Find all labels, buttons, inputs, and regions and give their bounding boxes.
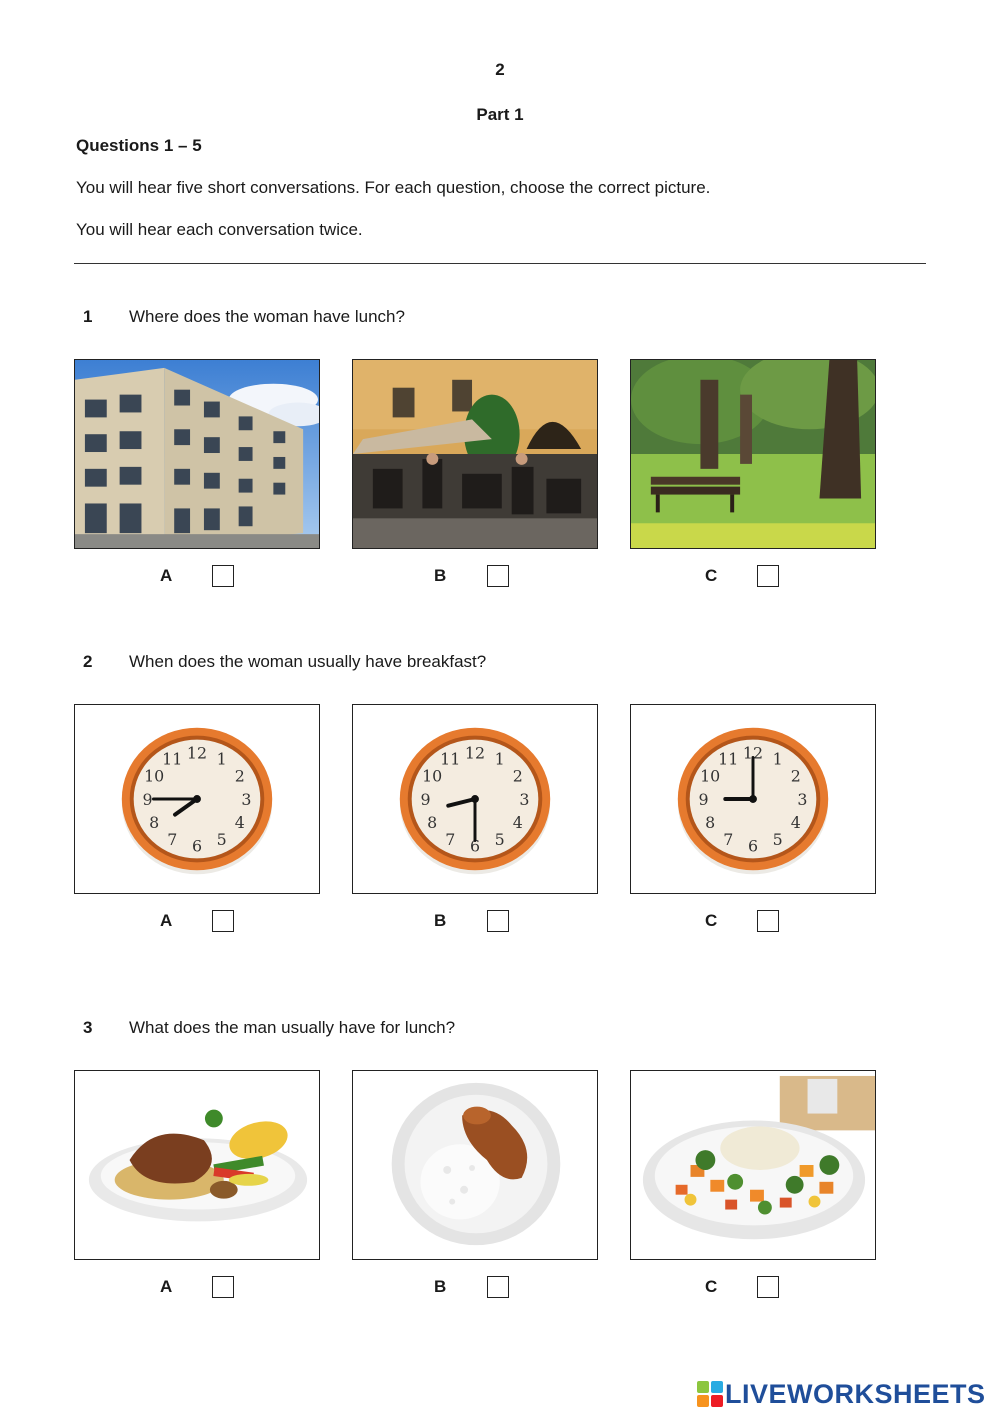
svg-text:10: 10 [700, 766, 721, 786]
svg-text:11: 11 [718, 749, 739, 769]
q2-option-c-letter: C [705, 911, 718, 930]
logo-mark-icon [697, 1381, 723, 1407]
svg-text:4: 4 [790, 813, 801, 833]
q2-option-a-checkbox[interactable] [212, 910, 234, 932]
q3-option-b-checkbox[interactable] [487, 1276, 509, 1298]
svg-text:3: 3 [797, 789, 808, 809]
q3-option-a-letter: A [160, 1277, 173, 1296]
q1-option-b-letter: B [434, 566, 447, 585]
svg-text:11: 11 [440, 749, 461, 769]
svg-text:7: 7 [723, 830, 734, 850]
page-number: 2 [495, 60, 505, 79]
svg-text:5: 5 [216, 830, 227, 850]
q2-option-b-letter: B [434, 911, 447, 930]
q2-option-a-picture [74, 704, 320, 894]
svg-text:4: 4 [512, 813, 523, 833]
svg-text:11: 11 [162, 749, 183, 769]
svg-text:1: 1 [216, 749, 227, 769]
svg-text:3: 3 [519, 789, 530, 809]
svg-text:8: 8 [149, 813, 160, 833]
q2-option-b-checkbox[interactable] [487, 910, 509, 932]
q1-option-a-checkbox[interactable] [212, 565, 234, 587]
q3-option-c-picture [630, 1070, 876, 1260]
q1-option-c-picture [630, 359, 876, 549]
q1-option-b-checkbox[interactable] [487, 565, 509, 587]
q3-option-a-checkbox[interactable] [212, 1276, 234, 1298]
q1-option-c-letter: C [705, 566, 718, 585]
svg-text:5: 5 [772, 830, 783, 850]
svg-text:12: 12 [742, 743, 764, 763]
liveworksheets-logo [697, 1378, 986, 1410]
svg-text:6: 6 [747, 836, 759, 856]
question-3-number: 3 [83, 1018, 93, 1037]
clock-icon [353, 705, 597, 893]
svg-text:10: 10 [144, 766, 165, 786]
svg-text:8: 8 [705, 813, 716, 833]
q1-option-b-picture [352, 359, 598, 549]
svg-text:1: 1 [494, 749, 505, 769]
q2-option-c-picture [630, 704, 876, 894]
q2-option-c-checkbox[interactable] [757, 910, 779, 932]
divider [74, 263, 926, 264]
questions-range: Questions 1 – 5 [76, 136, 202, 155]
svg-text:9: 9 [142, 789, 153, 809]
q2-option-b-picture [352, 704, 598, 894]
q3-option-c-letter: C [705, 1277, 718, 1296]
svg-text:4: 4 [234, 813, 245, 833]
svg-text:2: 2 [234, 766, 245, 786]
instruction-1: You will hear five short conversations. For each question, choose the correct picture. [76, 178, 711, 197]
logo-text: LIVEWORKSHEETS [725, 1378, 986, 1409]
svg-text:6: 6 [191, 836, 203, 856]
instruction-2: You will hear each conversation twice. [76, 220, 363, 239]
clock-icon [75, 705, 319, 893]
q3-option-a-picture [74, 1070, 320, 1260]
question-2-number: 2 [83, 652, 93, 671]
q1-option-a-picture [74, 359, 320, 549]
svg-text:2: 2 [512, 766, 523, 786]
svg-text:1: 1 [772, 749, 783, 769]
svg-text:12: 12 [464, 743, 486, 763]
part-title: Part 1 [476, 105, 524, 124]
svg-text:10: 10 [422, 766, 443, 786]
question-1-number: 1 [83, 307, 93, 326]
question-1-text: Where does the woman have lunch? [129, 307, 405, 326]
svg-text:7: 7 [167, 830, 178, 850]
svg-text:3: 3 [241, 789, 252, 809]
svg-text:12: 12 [186, 743, 208, 763]
svg-text:2: 2 [790, 766, 801, 786]
question-2-text: When does the woman usually have breakfast? [129, 652, 487, 671]
question-3-text: What does the man usually have for lunch? [129, 1018, 456, 1037]
q3-option-c-checkbox[interactable] [757, 1276, 779, 1298]
q2-option-a-letter: A [160, 911, 173, 930]
svg-text:7: 7 [445, 830, 456, 850]
q3-option-b-letter: B [434, 1277, 447, 1296]
svg-text:9: 9 [698, 789, 709, 809]
svg-text:9: 9 [420, 789, 431, 809]
q1-option-a-letter: A [160, 566, 173, 585]
clock-icon [631, 705, 875, 893]
q3-option-b-picture [352, 1070, 598, 1260]
svg-text:8: 8 [427, 813, 438, 833]
svg-text:6: 6 [469, 836, 481, 856]
svg-text:5: 5 [494, 830, 505, 850]
q1-option-c-checkbox[interactable] [757, 565, 779, 587]
